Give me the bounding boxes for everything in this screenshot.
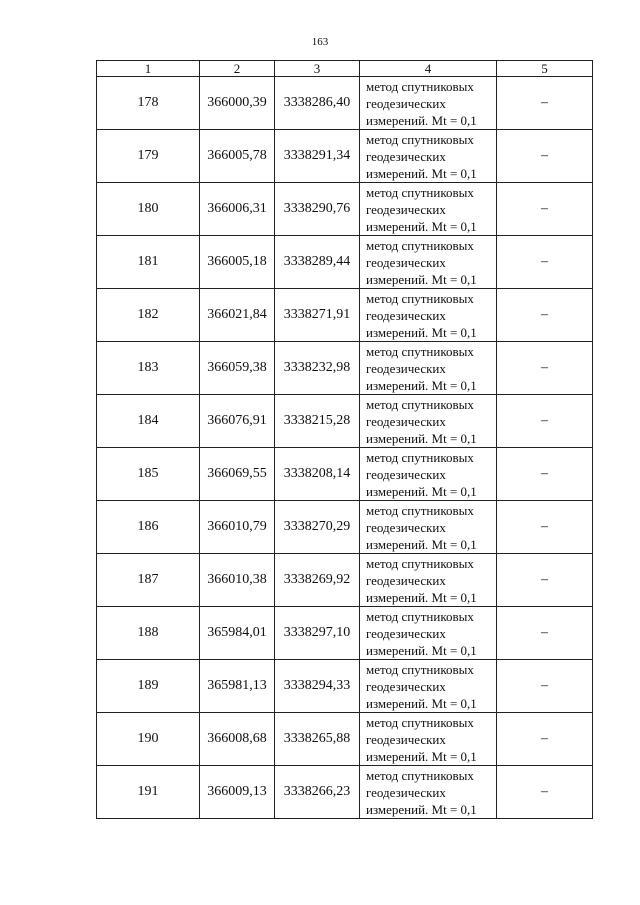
page-number: 163 — [311, 36, 329, 48]
x-coordinate-cell: 366021,84 — [200, 289, 275, 342]
header-row — [97, 61, 593, 77]
x-coordinate-cell: 366069,55 — [200, 448, 275, 501]
y-coordinate-cell: 3338271,91 — [275, 289, 360, 342]
note-cell: – — [497, 342, 593, 395]
y-coordinate-cell: 3338266,23 — [275, 766, 360, 819]
x-coordinate-cell: 366006,31 — [200, 183, 275, 236]
note-cell: – — [497, 183, 593, 236]
point-number-cell: 187 — [97, 554, 200, 607]
note-cell: – — [497, 395, 593, 448]
table-row — [97, 236, 593, 289]
method-cell: метод спутниковых геодезических измерений. Mt = 0,1 — [360, 607, 497, 660]
x-coordinate-cell: 366059,38 — [200, 342, 275, 395]
table-row — [97, 395, 593, 448]
method-cell: метод спутниковых геодезических измерений. Mt = 0,1 — [360, 130, 497, 183]
method-cell: метод спутниковых геодезических измерений. Mt = 0,1 — [360, 713, 497, 766]
x-coordinate-cell: 366010,38 — [200, 554, 275, 607]
point-number-cell: 188 — [97, 607, 200, 660]
table-header — [97, 61, 593, 77]
table-row — [97, 607, 593, 660]
note-cell: – — [497, 766, 593, 819]
point-number-cell: 189 — [97, 660, 200, 713]
table-row — [97, 130, 593, 183]
point-number-cell: 180 — [97, 183, 200, 236]
point-number-cell: 185 — [97, 448, 200, 501]
y-coordinate-cell: 3338265,88 — [275, 713, 360, 766]
x-coordinate-cell: 366008,68 — [200, 713, 275, 766]
note-cell: – — [497, 713, 593, 766]
y-coordinate-cell: 3338269,92 — [275, 554, 360, 607]
point-number-cell: 190 — [97, 713, 200, 766]
method-cell: метод спутниковых геодезических измерений. Mt = 0,1 — [360, 342, 497, 395]
y-coordinate-cell: 3338270,29 — [275, 501, 360, 554]
note-cell: – — [497, 607, 593, 660]
method-cell: метод спутниковых геодезических измерений. Mt = 0,1 — [360, 395, 497, 448]
table-row — [97, 713, 593, 766]
table-row — [97, 289, 593, 342]
header-cell-5: 5 — [497, 61, 593, 77]
table-row — [97, 501, 593, 554]
method-cell: метод спутниковых геодезических измерений. Mt = 0,1 — [360, 236, 497, 289]
table-row — [97, 766, 593, 819]
method-cell: метод спутниковых геодезических измерений. Mt = 0,1 — [360, 766, 497, 819]
y-coordinate-cell: 3338232,98 — [275, 342, 360, 395]
note-cell: – — [497, 289, 593, 342]
point-number-cell: 181 — [97, 236, 200, 289]
x-coordinate-cell: 366009,13 — [200, 766, 275, 819]
y-coordinate-cell: 3338297,10 — [275, 607, 360, 660]
x-coordinate-cell: 366005,18 — [200, 236, 275, 289]
x-coordinate-cell: 365981,13 — [200, 660, 275, 713]
y-coordinate-cell: 3338215,28 — [275, 395, 360, 448]
x-coordinate-cell: 365984,01 — [200, 607, 275, 660]
y-coordinate-cell: 3338290,76 — [275, 183, 360, 236]
header-cell-3: 3 — [275, 61, 360, 77]
y-coordinate-cell: 3338208,14 — [275, 448, 360, 501]
point-number-cell: 183 — [97, 342, 200, 395]
point-number-cell: 178 — [97, 77, 200, 130]
note-cell: – — [497, 660, 593, 713]
x-coordinate-cell: 366000,39 — [200, 77, 275, 130]
note-cell: – — [497, 448, 593, 501]
method-cell: метод спутниковых геодезических измерений. Mt = 0,1 — [360, 77, 497, 130]
note-cell: – — [497, 77, 593, 130]
method-cell: метод спутниковых геодезических измерений. Mt = 0,1 — [360, 183, 497, 236]
y-coordinate-cell: 3338289,44 — [275, 236, 360, 289]
note-cell: – — [497, 554, 593, 607]
header-cell-2: 2 — [200, 61, 275, 77]
table-row — [97, 342, 593, 395]
method-cell: метод спутниковых геодезических измерений. Mt = 0,1 — [360, 554, 497, 607]
note-cell: – — [497, 501, 593, 554]
method-cell: метод спутниковых геодезических измерений. Mt = 0,1 — [360, 289, 497, 342]
y-coordinate-cell: 3338291,34 — [275, 130, 360, 183]
y-coordinate-cell: 3338294,33 — [275, 660, 360, 713]
point-number-cell: 186 — [97, 501, 200, 554]
method-cell: метод спутниковых геодезических измерений. Mt = 0,1 — [360, 501, 497, 554]
y-coordinate-cell: 3338286,40 — [275, 77, 360, 130]
table-row — [97, 448, 593, 501]
x-coordinate-cell: 366005,78 — [200, 130, 275, 183]
table-row — [97, 183, 593, 236]
table-row — [97, 554, 593, 607]
note-cell: – — [497, 130, 593, 183]
method-cell: метод спутниковых геодезических измерений. Mt = 0,1 — [360, 660, 497, 713]
point-number-cell: 191 — [97, 766, 200, 819]
x-coordinate-cell: 366076,91 — [200, 395, 275, 448]
point-number-cell: 184 — [97, 395, 200, 448]
table-row — [97, 660, 593, 713]
coordinates-table — [96, 60, 593, 819]
header-cell-1: 1 — [97, 61, 200, 77]
method-cell: метод спутниковых геодезических измерений. Mt = 0,1 — [360, 448, 497, 501]
point-number-cell: 182 — [97, 289, 200, 342]
x-coordinate-cell: 366010,79 — [200, 501, 275, 554]
note-cell: – — [497, 236, 593, 289]
table-body — [97, 77, 593, 819]
table-row — [97, 77, 593, 130]
point-number-cell: 179 — [97, 130, 200, 183]
header-cell-4: 4 — [360, 61, 497, 77]
